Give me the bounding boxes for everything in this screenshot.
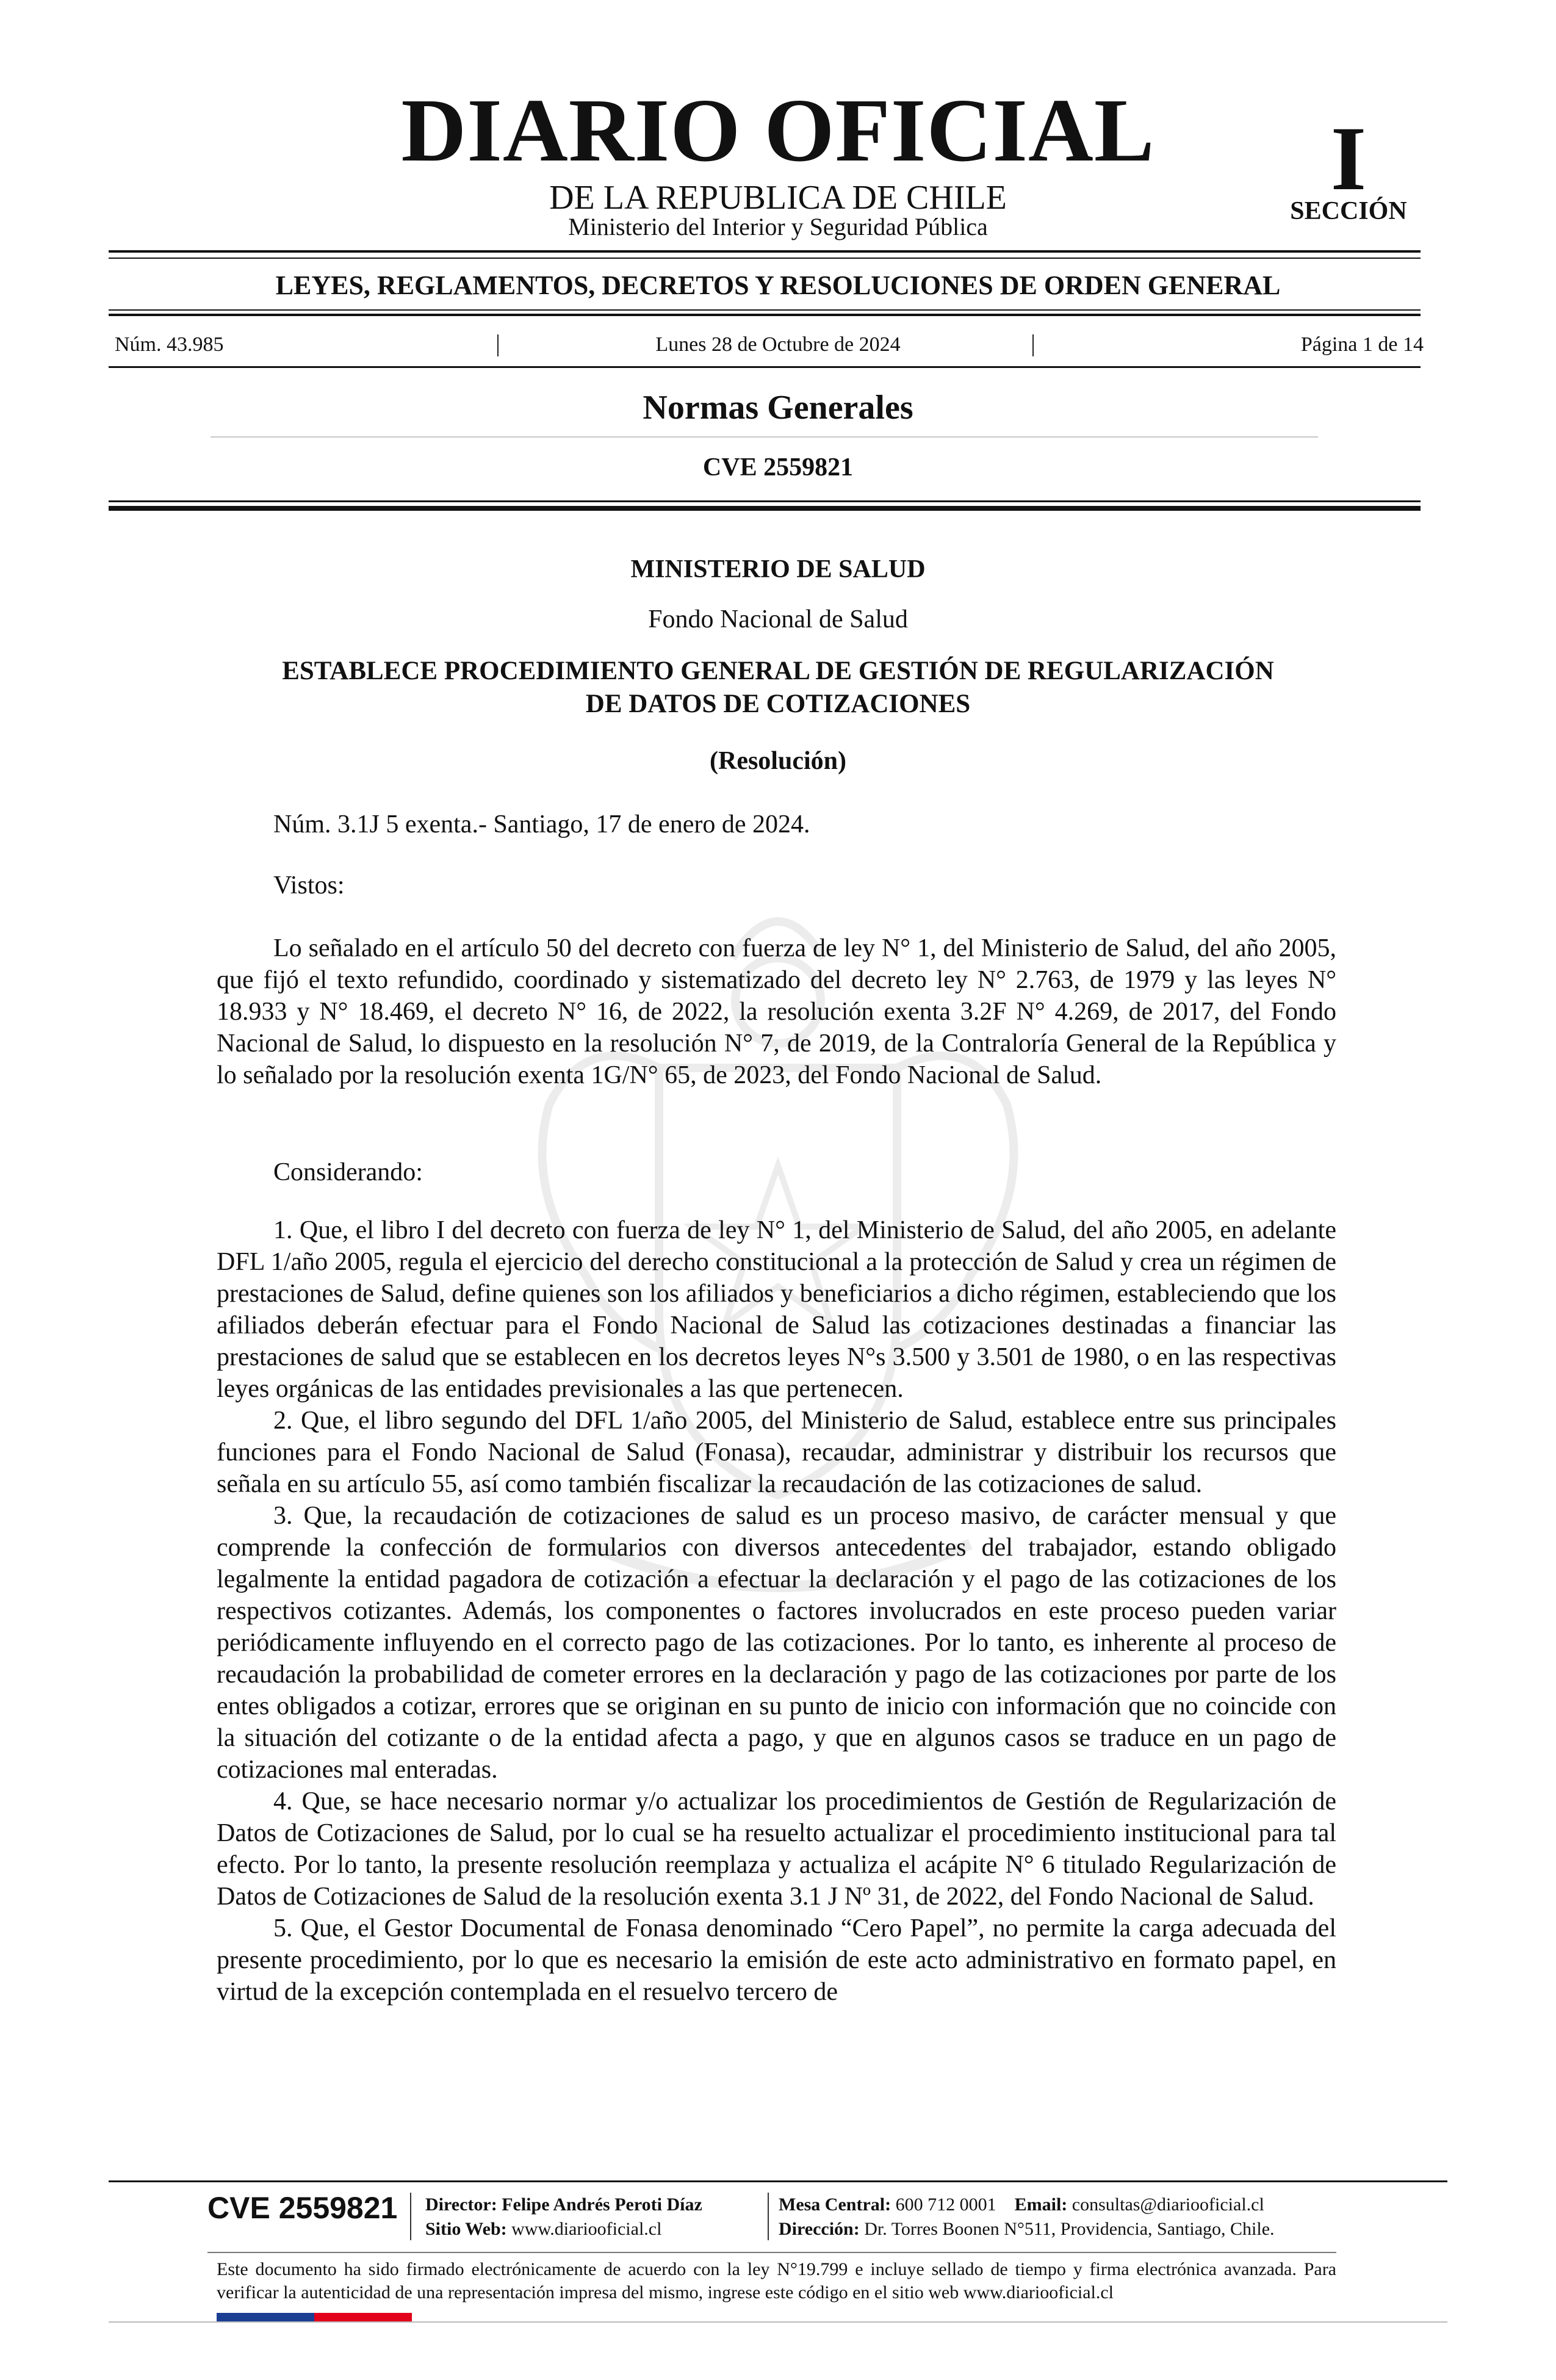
category-rule — [109, 309, 1421, 311]
ministry-name: MINISTERIO DE SALUD — [630, 555, 926, 583]
issue-date: Lunes 28 de Octubre de 2024 — [655, 333, 901, 356]
section-label: SECCIÓN — [1290, 197, 1407, 225]
masthead-subtitle: DE LA REPUBLICA DE CHILE — [549, 179, 1007, 217]
section-numeral: I — [1330, 108, 1367, 209]
footer-rule — [109, 2180, 1447, 2182]
category-rule — [109, 314, 1421, 316]
page-indicator: Página 1 de 14 — [1300, 333, 1424, 356]
heading-divider — [211, 436, 1318, 438]
footer-contact-column — [425, 2193, 702, 2241]
category-banner: LEYES, REGLAMENTOS, DECRETOS Y RESOLUCIONES DE ORDEN GENERAL — [275, 270, 1281, 300]
flag-color-bar — [314, 2313, 412, 2321]
footer-rule — [207, 2252, 1336, 2253]
considerandos-list — [217, 1214, 1336, 2008]
masthead-rule — [109, 258, 1421, 259]
considerando-paragraph: 5. Que, el Gestor Documental de Fonasa denominado “Cero Papel”, no permite la carga adecuada del presente procedimiento, por lo que es necesario la emisión de este acto administrativo en formato papel, en virtud de la excepción contemplada en el resuelvo tercero de — [217, 1914, 1336, 2006]
website-link[interactable]: www.diariooficial.cl — [511, 2219, 662, 2239]
heading-rule — [109, 500, 1421, 502]
issue-number: Núm. 43.985 — [115, 333, 224, 356]
cve-code: CVE 2559821 — [702, 453, 854, 481]
flag-color-bar — [217, 2313, 314, 2321]
masthead-title: DIARIO OFICIAL — [401, 81, 1155, 181]
address-value: Dr. Torres Boonen N°511, Providencia, Santiago, Chile. — [864, 2219, 1275, 2239]
director-label: Director: — [425, 2194, 497, 2215]
resolution-title-line: DE DATOS DE COTIZACIONES — [585, 690, 971, 718]
footer-divider — [768, 2193, 769, 2240]
address-label: Dirección: — [779, 2219, 860, 2239]
info-rule — [109, 366, 1421, 368]
footer-cve-code: CVE 2559821 — [207, 2191, 398, 2225]
vistos-label: Vistos: — [273, 871, 345, 900]
info-separator — [1032, 334, 1034, 356]
vistos-paragraph: Lo señalado en el artículo 50 del decreto con fuerza de ley N° 1, del Ministerio de Salud, del año 2005, que fijó el texto refundido, coordinado y sistematizado del decreto ley N° 2.763, de 1979 y las leyes N° 18.933 y N° 18.469, el decreto N° 16, de 2022, la resolución exenta 3.2F N° 4.269, de 2017, del Fondo Nacional de Salud, lo dispuesto en la resolución N° 7, de 2019, de la Contraloría General de la República y lo señalado por la resolución exenta 1G/N° 65, de 2023, del Fondo Nacional de Salud. — [217, 934, 1336, 1089]
considerando-label: Considerando: — [273, 1158, 423, 1186]
resolution-title-line: ESTABLECE PROCEDIMIENTO GENERAL DE GESTIÓN DE REGULARIZACIÓN — [282, 657, 1274, 685]
footer-director — [425, 2193, 702, 2217]
director-name: Felipe Andrés Peroti Díaz — [502, 2194, 702, 2215]
considerando-paragraph: 3. Que, la recaudación de cotizaciones de salud es un proceso masivo, de carácter mensual y que comprende la confección de formularios con diversos antecedentes del trabajador, estando obligado legalmente la entidad pagadora de cotización a efectuar la declaración y el pago de las cotizaciones de los respectivos cotizantes. Además, los componentes o factores involucrados en este proceso pueden variar periódicamente influyendo en el correcto pago de las cotizaciones. Por lo tanto, es inherente al proceso de recaudación la probabilidad de cometer errores en la declaración y pago de las cotizaciones por parte de los entes obligados a cotizar, errores que se originan en su punto de inicio con información que no coincide con la situación del cotizante o de la entidad afecta a pago, y que en algunos casos se traduce en un pago de cotizaciones mal enteradas. — [217, 1502, 1336, 1784]
email-label: Email: — [1014, 2194, 1068, 2215]
footer-disclaimer: Este documento ha sido firmado electrónicamente de acuerdo con la ley N°19.799 e incluye sellado de tiempo y firma electrónica avanzada. Para verificar la autenticidad de una representación impresa del mismo, ingrese este código en el sitio web www.diariooficial.cl — [217, 2259, 1336, 2302]
resolution-number: Núm. 3.1J 5 exenta.- Santiago, 17 de enero de 2024. — [273, 810, 810, 838]
masthead-rule — [109, 250, 1421, 253]
masthead-ministry: Ministerio del Interior y Seguridad Pública — [568, 213, 988, 240]
phone-number: 600 712 0001 — [895, 2194, 996, 2215]
heading-rule — [109, 506, 1421, 511]
phone-label: Mesa Central: — [779, 2194, 891, 2215]
footer-phone-email — [779, 2193, 1275, 2217]
footer-divider — [410, 2193, 411, 2240]
section-heading: Normas Generales — [643, 389, 913, 427]
agency-name: Fondo Nacional de Salud — [648, 605, 908, 633]
considerando-paragraph: 1. Que, el libro I del decreto con fuerza de ley N° 1, del Ministerio de Salud, del año 2005, en adelante DFL 1/año 2005, regula el ejercicio del derecho constitucional a la protección de Salud y crea un régimen de prestaciones de Salud, define quienes son los afiliados y beneficiarios a dicho régimen, estableciendo que los afiliados deberán efectuar para el Fondo Nacional de Salud las cotizaciones destinadas a financiar las prestaciones de salud que se establecen en los decretos leyes N°s 3.500 y 3.501 de 1980, o en las respectivas leyes orgánicas de las entidades previsionales a las que pertenecen. — [217, 1216, 1336, 1403]
website-label: Sitio Web: — [425, 2219, 507, 2239]
footer-address-column — [779, 2193, 1275, 2241]
footer-rule — [109, 2321, 1447, 2323]
email-link[interactable]: consultas@diariooficial.cl — [1072, 2194, 1264, 2215]
considerando-paragraph: 2. Que, el libro segundo del DFL 1/año 2005, del Ministerio de Salud, establece entre sus principales funciones para el Fondo Nacional de Salud (Fonasa), recaudar, administrar y distribuir los recursos que señala en su artículo 55, así como también fiscalizar la recaudación de las cotizaciones de salud. — [217, 1407, 1336, 1498]
footer-address — [779, 2217, 1275, 2241]
resolution-title — [183, 655, 1373, 721]
footer-website — [425, 2217, 702, 2241]
considerando-paragraph: 4. Que, se hace necesario normar y/o actualizar los procedimientos de Gestión de Regularización de Datos de Cotizaciones de Salud, por lo cual se ha resuelto actualizar el procedimiento institucional para tal efecto. Por lo tanto, la presente resolución reemplaza y actualiza el acápite N° 6 titulado Regularización de Datos de Cotizaciones de Salud de la resolución exenta 3.1 J Nº 31, de 2022, del Fondo Nacional de Salud. — [217, 1787, 1336, 1911]
resolution-type: (Resolución) — [710, 747, 846, 775]
